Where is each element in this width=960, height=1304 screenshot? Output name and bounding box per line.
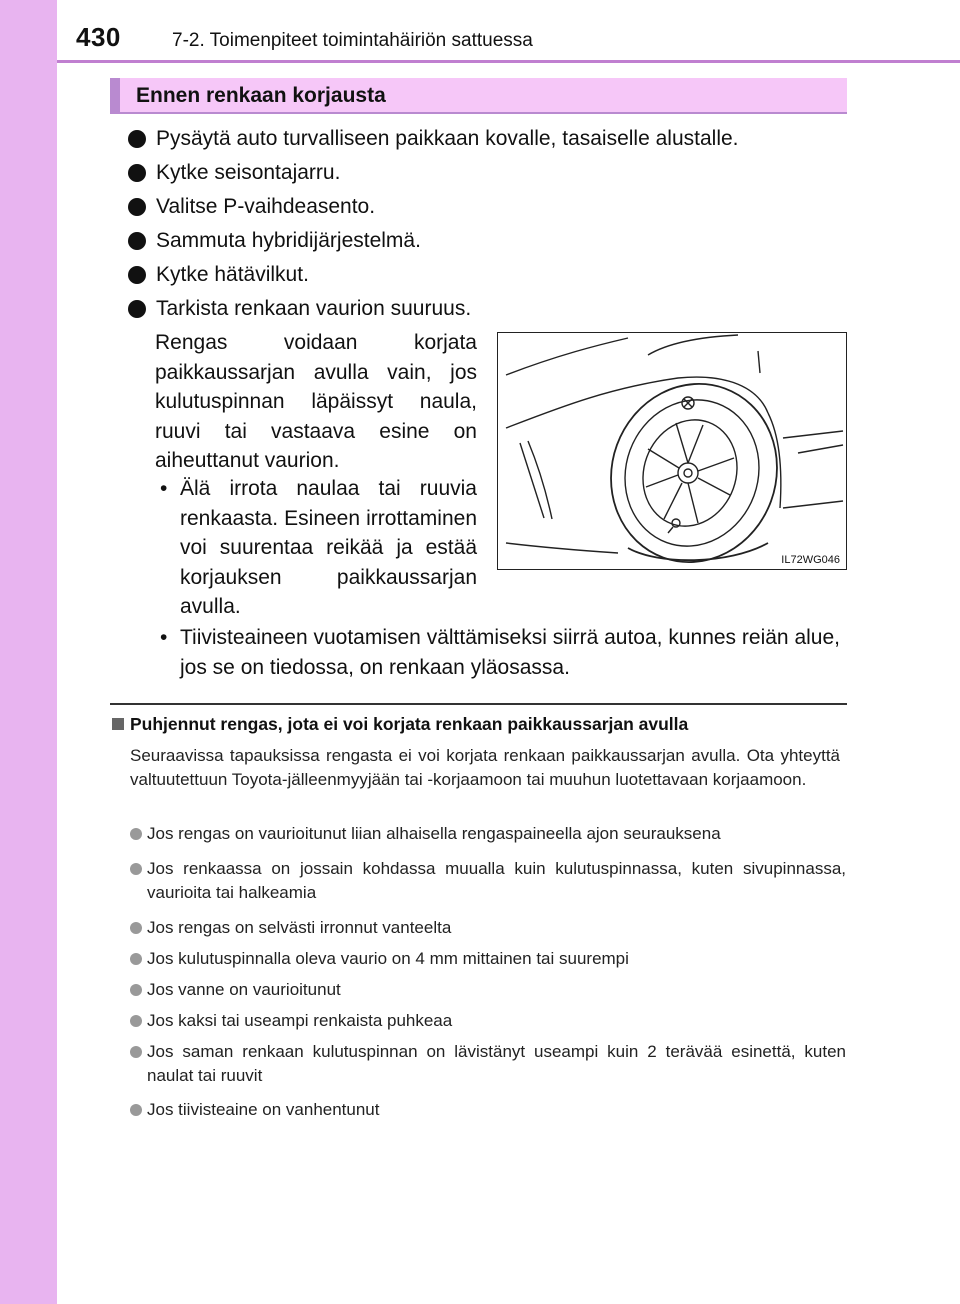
- gray-dot-icon: [130, 828, 142, 840]
- bullet-item: Kytke hätävilkut.: [128, 258, 848, 292]
- bullet-dot-icon: [128, 130, 146, 148]
- square-bullet-icon: [112, 718, 124, 730]
- unrepairable-conditions-list: [130, 822, 846, 1122]
- note-heading: Puhjennut rengas, jota ei voi korjata renkaan paikkaussarjan avulla: [112, 714, 852, 735]
- gray-dot-icon: [130, 1104, 142, 1116]
- list-item: Jos kulutuspinnalla oleva vaurio on 4 mm mittainen tai suurempi: [130, 947, 846, 971]
- sub-bullet-marker: •: [160, 477, 168, 500]
- gray-dot-icon: [130, 1046, 142, 1058]
- section-divider: [110, 703, 847, 705]
- flat-tire-illustration: [497, 332, 847, 570]
- section-title: Ennen renkaan korjausta: [136, 84, 386, 107]
- bullet-dot-icon: [128, 232, 146, 250]
- gray-dot-icon: [130, 953, 142, 965]
- gray-dot-icon: [130, 984, 142, 996]
- list-item: Jos saman renkaan kulutuspinnan on lävistänyt useampi kuin 2 terävää esinettä, kuten naulat tai ruuvit: [130, 1040, 846, 1088]
- page-number: 430: [76, 22, 121, 52]
- gray-dot-icon: [130, 863, 142, 875]
- sub-bullet-marker: •: [160, 626, 168, 649]
- list-item: Jos renkaassa on jossain kohdassa muualla kuin kulutuspinnassa, kuten sivupinnassa, vaurioita tai halkeamia: [130, 857, 846, 905]
- bullet-dot-icon: [128, 164, 146, 182]
- car-wheel-drawing: [498, 333, 847, 570]
- bullet-item: Tarkista renkaan vaurion suuruus.: [128, 292, 848, 326]
- sub-bullet-item: • Tiivisteaineen vuotamisen välttämiseksi siirrä autoa, kunnes reiän alue, jos se on tiedossa, on renkaan yläosassa.: [180, 623, 840, 682]
- figure-label: IL72WG046: [781, 554, 840, 566]
- side-color-strip: [0, 0, 57, 1304]
- bullet-dot-icon: [128, 266, 146, 284]
- bullet-item: Sammuta hybridijärjestelmä.: [128, 224, 848, 258]
- note-paragraph: Seuraavissa tapauksissa rengasta ei voi korjata renkaan paikkaussarjan avulla. Ota yhteyttä valtuutettuun Toyota-jälleenmyyjään tai -korjaamoon tai muuhun luotettavaan korjaamoon.: [130, 746, 840, 789]
- list-item: Jos vanne on vaurioitunut: [130, 978, 846, 1002]
- bullet-item: Valitse P-vaihdeasento.: [128, 190, 848, 224]
- bullet-dot-icon: [128, 300, 146, 318]
- bullet-item: Kytke seisontajarru.: [128, 156, 848, 190]
- list-item: Jos tiivisteaine on vanhentunut: [130, 1098, 846, 1122]
- list-item: Jos kaksi tai useampi renkaista puhkeaa: [130, 1009, 846, 1033]
- repair-condition-paragraph: Rengas voidaan korjata paikkaussarjan avulla vain, jos kulutuspinnan läpäissyt naula, ruuvi tai vastaava esine on aiheuttanut vaurion.: [155, 331, 477, 472]
- chapter-title: 7-2. Toimenpiteet toimintahäiriön sattuessa: [172, 30, 533, 51]
- bullet-list: [128, 122, 848, 326]
- list-item: Jos rengas on selvästi irronnut vanteelta: [130, 916, 846, 940]
- header-rule: [57, 60, 960, 63]
- list-item: Jos rengas on vaurioitunut liian alhaisella rengaspaineella ajon seurauksena: [130, 822, 846, 846]
- gray-dot-icon: [130, 922, 142, 934]
- section-header: [110, 78, 847, 114]
- bullet-item: Pysäytä auto turvalliseen paikkaan kovalle, tasaiselle alustalle.: [128, 122, 848, 156]
- sub-bullet-item: • Älä irrota naulaa tai ruuvia renkaasta. Esineen irrottaminen voi suurentaa reikää ja estää korjauksen paikkaussarjan avulla.: [180, 474, 477, 622]
- bullet-dot-icon: [128, 198, 146, 216]
- gray-dot-icon: [130, 1015, 142, 1027]
